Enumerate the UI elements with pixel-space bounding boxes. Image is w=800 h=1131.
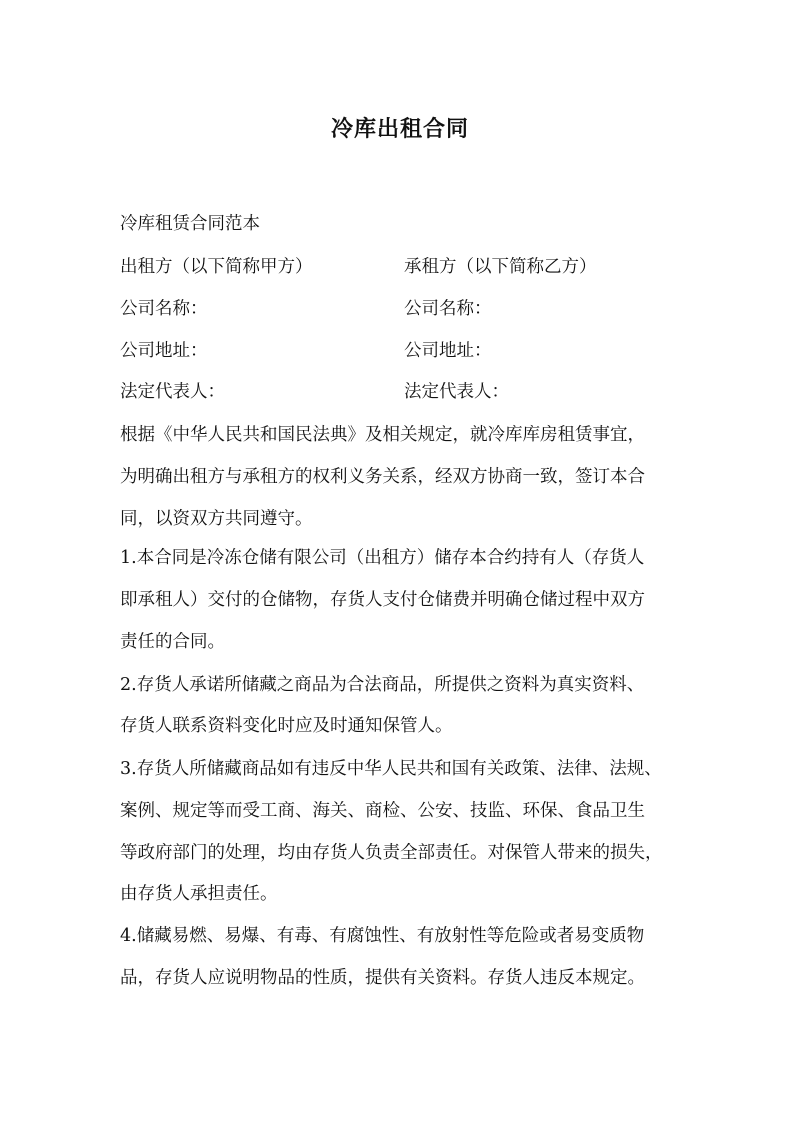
clause-4-line: 4.储藏易燃、易爆、有毒、有腐蚀性、有放射性等危险或者易变质物: [120, 926, 645, 946]
clause-2-line: 存货人联系资料变化时应及时通知保管人。: [120, 716, 453, 736]
clause-1-line: 责任的合同。: [120, 632, 225, 652]
lessee-address-field: 公司地址：: [404, 341, 492, 361]
clause-2-line: 2.存货人承诺所储藏之商品为合法商品，所提供之资料为真实资料、: [120, 675, 645, 695]
clause-3-line: 3.存货人所储藏商品如有违反中华人民共和国有关政策、法律、法规、: [120, 759, 662, 779]
intro-line: 同，以资双方共同遵守。: [120, 509, 313, 529]
clause-1-line: 1.本合同是冷冻仓储有限公司（出租方）储存本合约持有人（存货人: [120, 548, 645, 568]
clause-3-line: 等政府部门的处理，均由存货人负责全部责任。对保管人带来的损失，: [120, 843, 663, 863]
contract-subtitle: 冷库租赁合同范本: [120, 214, 260, 234]
lessor-company-field: 公司名称：: [120, 299, 208, 319]
intro-line: 为明确出租方与承租方的权利义务关系，经双方协商一致，签订本合: [120, 467, 645, 487]
lessor-address-field: 公司地址：: [120, 341, 208, 361]
lessor-heading: 出租方（以下简称甲方）: [120, 257, 313, 277]
intro-line: 根据《中华人民共和国民法典》及相关规定，就冷库库房租赁事宜，: [120, 425, 645, 445]
lessor-representative-field: 法定代表人：: [120, 382, 225, 402]
lessee-heading: 承租方（以下简称乙方）: [404, 257, 597, 277]
clause-3-line: 案例、规定等而受工商、海关、商检、公安、技监、环保、食品卫生: [120, 801, 645, 821]
document-title: 冷库出租合同: [330, 116, 469, 142]
clause-3-line: 由存货人承担责任。: [120, 884, 278, 904]
lessee-representative-field: 法定代表人：: [404, 382, 509, 402]
lessee-company-field: 公司名称：: [404, 299, 492, 319]
clause-4-line: 品，存货人应说明物品的性质，提供有关资料。存货人违反本规定。: [120, 968, 645, 988]
clause-1-line: 即承租人）交付的仓储物，存货人支付仓储费并明确仓储过程中双方: [120, 590, 645, 610]
